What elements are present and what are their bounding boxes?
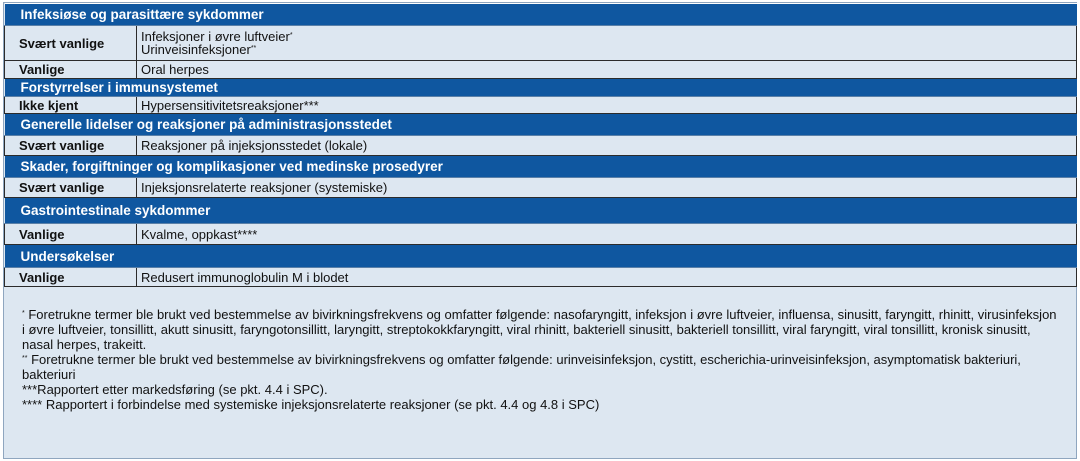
table-row — [5, 268, 1077, 287]
footnote: **** Rapportert i forbindelse med systemiske injeksjonsrelaterte reaksjoner (se pkt. 4.4 og 4.8 i SPC) — [22, 397, 600, 412]
reaction-cell: Oral herpes — [137, 61, 1077, 79]
frequency-label: Vanlige — [5, 61, 137, 79]
reaction-cell: Hypersensitivitetsreaksjoner*** — [137, 97, 1077, 114]
section-title: Forstyrrelser i immunsystemet — [5, 79, 1077, 97]
section-header — [5, 156, 1077, 178]
reaction-cell: Injeksjonsrelaterte reaksjoner (systemiske) — [137, 178, 1077, 198]
table-row — [5, 178, 1077, 198]
section-header — [5, 245, 1077, 268]
frequency-label: Vanlige — [5, 268, 137, 287]
footnote: ** Foretrukne termer ble brukt ved bestemmelse av bivirkningsfrekvens og omfatter følgende: urinveisinfeksjon, cystitt, escherichia-urinveisinfeksjon, asymptomatisk bakteriuri, bakteriuri — [22, 352, 1021, 382]
reaction-cell — [137, 26, 1077, 61]
table-row — [5, 224, 1077, 245]
section-title: Undersøkelser — [5, 245, 1077, 268]
section-header — [5, 79, 1077, 97]
frequency-label: Svært vanlige — [5, 26, 137, 61]
section-title: Gastrointestinale sykdommer — [5, 198, 1077, 224]
adverse-reactions-table-panel — [3, 2, 1077, 459]
footnote-mark: * — [289, 32, 293, 39]
section-title: Generelle lidelser og reaksjoner på administrasjonsstedet — [5, 114, 1077, 136]
reaction-cell: Reaksjoner på injeksjonsstedet (lokale) — [137, 136, 1077, 156]
reaction-item: Infeksjoner i øvre luftveier* — [141, 29, 293, 44]
section-header — [5, 4, 1077, 26]
frequency-label: Svært vanlige — [5, 136, 137, 156]
frequency-label: Svært vanlige — [5, 178, 137, 198]
footnotes — [4, 287, 1076, 412]
footnote: * Foretrukne termer ble brukt ved bestemmelse av bivirkningsfrekvens og omfatter følgende: nasofaryngitt, infeksjon i øvre luftveier, influensa, sinusitt, faryngitt, rhinitt, virusinfeksjon i øvre luftveier, tonsillitt, akutt sinusitt, faryngotonsillitt, laryngitt, streptokokkfaryngitt, viral rhinitt, bakteriell sinusitt, bakteriell tonsillitt, viral faryngitt, viral tonsillitt, kronisk sinusitt, nasal herpes, trakeitt. — [22, 307, 1057, 352]
reaction-cell: Kvalme, oppkast**** — [137, 224, 1077, 245]
reaction-cell: Redusert immunoglobulin M i blodet — [137, 268, 1077, 287]
section-header — [5, 198, 1077, 224]
adverse-reactions-table — [4, 3, 1077, 287]
section-header — [5, 114, 1077, 136]
frequency-label: Vanlige — [5, 224, 137, 245]
reaction-item: Urinveisinfeksjoner** — [141, 42, 257, 57]
table-row — [5, 61, 1077, 79]
footnote-mark: ** — [22, 355, 28, 362]
table-row — [5, 26, 1077, 61]
footnote: ***Rapportert etter markedsføring (se pkt. 4.4 i SPC). — [22, 382, 328, 397]
table-row — [5, 136, 1077, 156]
section-title: Infeksiøse og parasittære sykdommer — [5, 4, 1077, 26]
table-row — [5, 97, 1077, 114]
footnote-mark: * — [22, 310, 25, 317]
frequency-label: Ikke kjent — [5, 97, 137, 114]
section-title: Skader, forgiftninger og komplikasjoner ved medinske prosedyrer — [5, 156, 1077, 178]
footnote-mark: ** — [250, 45, 257, 52]
